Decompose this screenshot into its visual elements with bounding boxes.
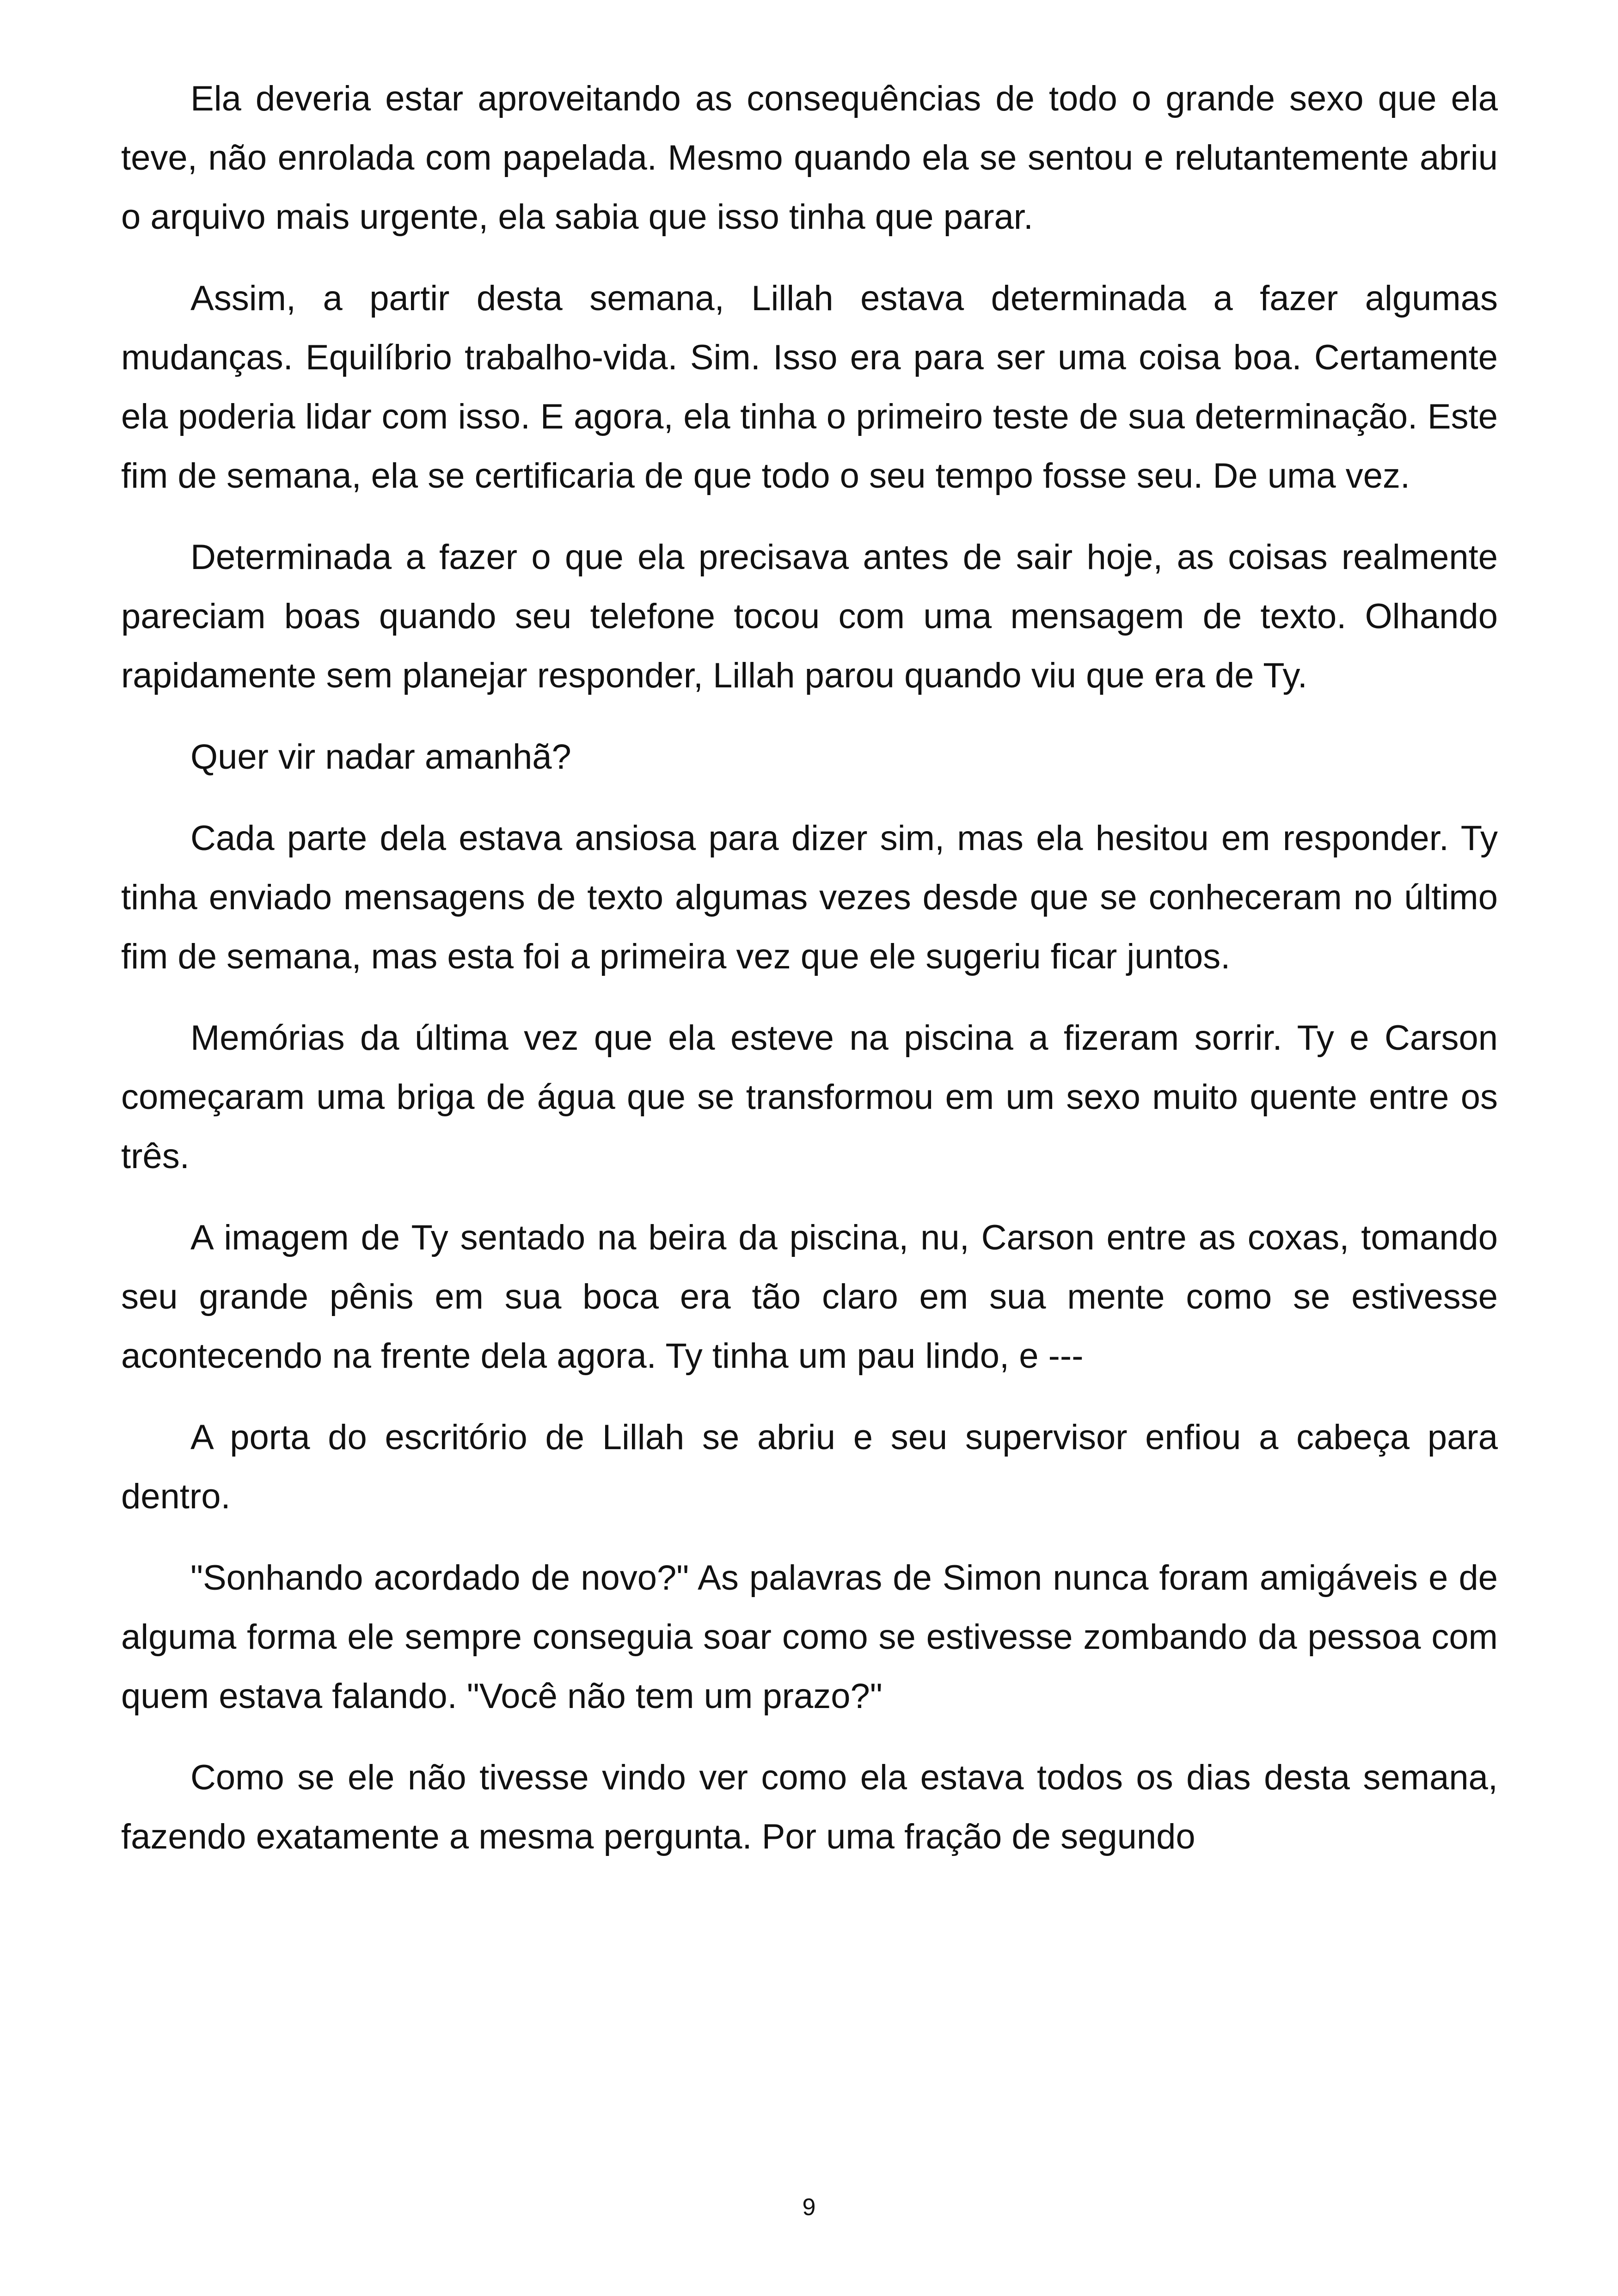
page-number: 9 [802, 2194, 816, 2221]
body-text [121, 69, 1498, 1889]
paragraph-1: Ela deveria estar aproveitando as consequências de todo o grande sexo que ela teve, não enrolada com papelada. Mesmo quando ela se sentou e relutantemente abriu o arquivo mais urgente, ela sabia que isso tinha que parar. [121, 79, 1498, 237]
paragraph-9: "Sonhando acordado de novo?" As palavras de Simon nunca foram amigáveis e de alguma forma ele sempre conseguia soar como se estivesse zombando da pessoa com quem estava falando. "Você não tem um prazo?" [121, 1558, 1498, 1716]
paragraph-6: Memórias da última vez que ela esteve na piscina a fizeram sorrir. Ty e Carson começaram uma briga de água que se transformou em um sexo muito quente entre os três. [121, 1018, 1498, 1176]
paragraph-3: Determinada a fazer o que ela precisava antes de sair hoje, as coisas realmente pareciam boas quando seu telefone tocou com uma mensagem de texto. Olhando rapidamente sem planejar responder, Lillah parou quando viu que era de Ty. [121, 538, 1498, 695]
paragraph-4: Quer vir nadar amanhã? [190, 737, 571, 777]
paragraph-2: Assim, a partir desta semana, Lillah estava determinada a fazer algumas mudanças. Equilíbrio trabalho-vida. Sim. Isso era para ser uma coisa boa. Certamente ela poderia lidar com isso. E agora, ela tinha o primeiro teste de sua determinação. Este fim de semana, ela se certificaria de que todo o seu tempo fosse seu. De uma vez. [121, 279, 1498, 496]
paragraph-10: Como se ele não tivesse vindo ver como ela estava todos os dias desta semana, fazendo exatamente a mesma pergunta. Por uma fração de segundo [121, 1758, 1498, 1856]
paragraph-5: Cada parte dela estava ansiosa para dizer sim, mas ela hesitou em responder. Ty tinha enviado mensagens de texto algumas vezes desde que se conheceram no último fim de semana, mas esta foi a primeira vez que ele sugeriu ficar juntos. [121, 819, 1498, 976]
paragraph-7: A imagem de Ty sentado na beira da piscina, nu, Carson entre as coxas, tomando seu grande pênis em sua boca era tão claro em sua mente como se estivesse acontecendo na frente dela agora. Ty tinha um pau lindo, e --- [121, 1218, 1498, 1376]
paragraph-8: A porta do escritório de Lillah se abriu e seu supervisor enfiou a cabeça para dentro. [121, 1418, 1498, 1516]
